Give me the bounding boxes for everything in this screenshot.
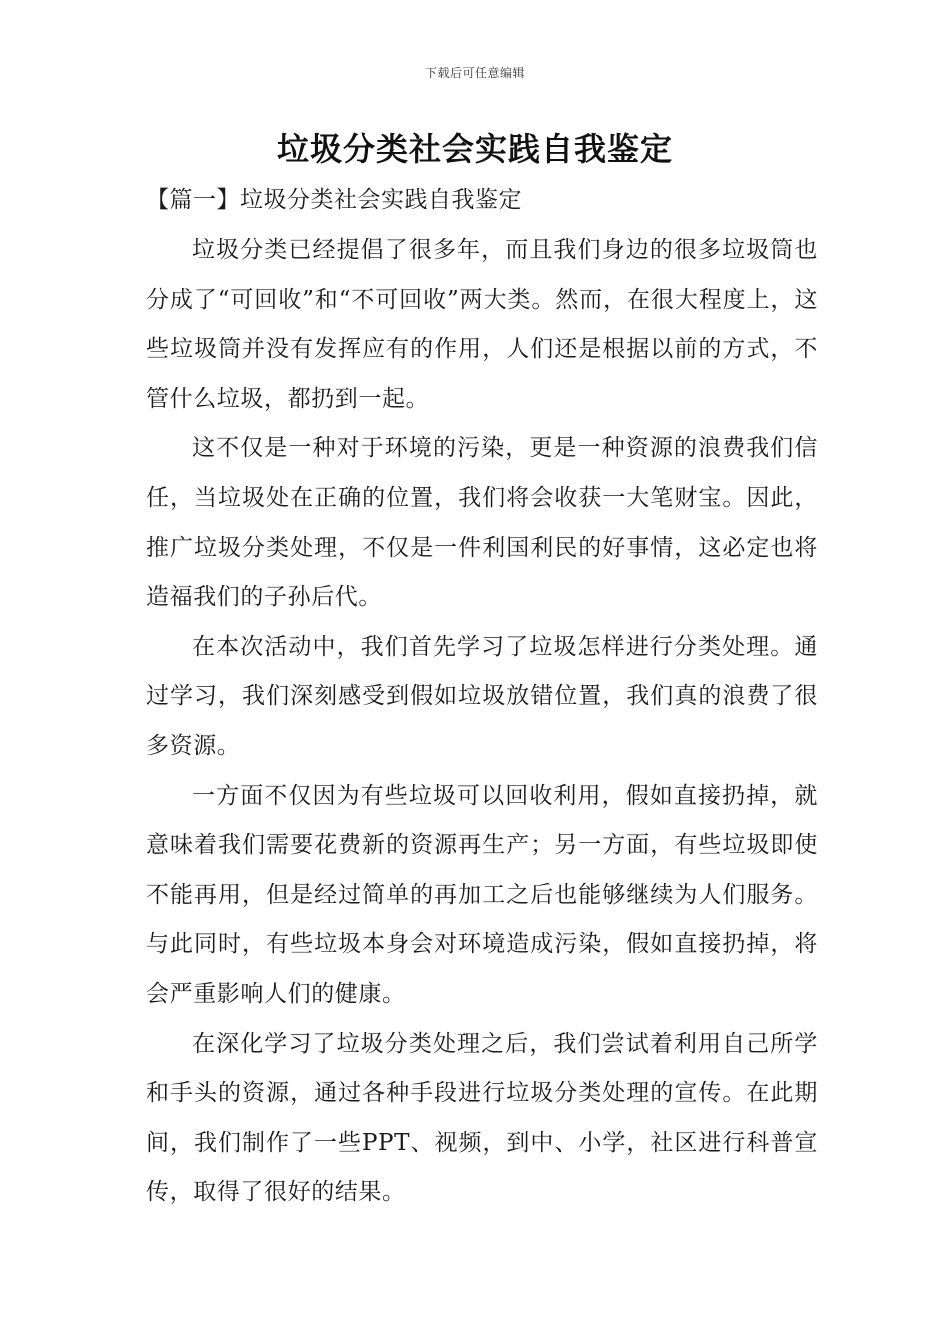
paragraph: 垃圾分类已经提倡了很多年，而且我们身边的很多垃圾筒也分成了“可回收”和“不可回收”两大类。然而，在很大程度上，这些垃圾筒并没有发挥应有的作用，人们还是根据以前的方式，不管什么垃圾，都扔到一起。: [146, 237, 818, 412]
section-heading: 【篇一】垃圾分类社会实践自我鉴定: [146, 187, 522, 213]
body-text: [146, 226, 818, 1218]
paragraph: 在深化学习了垃圾分类处理之后，我们尝试着利用自己所学和手头的资源，通过各种手段进行垃圾分类处理的宣传。在此期间，我们制作了一些PPT、视频，到中、小学，社区进行科普宣传，取得了很好的结果。: [146, 1030, 818, 1206]
paragraph: 这不仅是一种对于环境的污染，更是一种资源的浪费我们信任，当垃圾处在正确的位置，我们将会收获一大笔财宝。因此，推广垃圾分类处理，不仅是一件利国利民的好事情，这必定也将造福我们的子孙后代。: [146, 435, 818, 611]
document-title: 垃圾分类社会实践自我鉴定: [276, 130, 673, 168]
paragraph: 一方面不仅因为有些垃圾可以回收利用，假如直接扔掉，就意味着我们需要花费新的资源再生产；另一方面，有些垃圾即使不能再用，但是经过简单的再加工之后也能够继续为人们服务。与此同时，有些垃圾本身会对环境造成污染，假如直接扔掉，将会严重影响人们的健康。: [146, 782, 818, 1007]
paragraph: 在本次活动中，我们首先学习了垃圾怎样进行分类处理。通过学习，我们深刻感受到假如垃圾放错位置，我们真的浪费了很多资源。: [146, 633, 818, 759]
header-note: 下载后可任意编辑: [424, 66, 525, 80]
